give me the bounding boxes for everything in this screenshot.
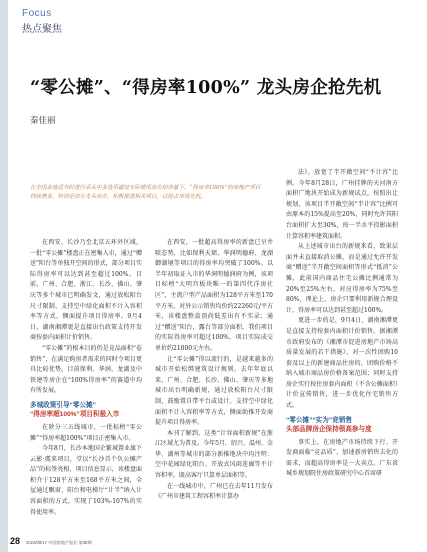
body-paragraph: “零公摊”的根本目的仍是竞品面积“卷销售”，在满足购房者需求的同时令项目更具比较优势。目前保利、华润、龙湖及中铁建等房企在“100%得房率”的赛道中均有所发展。 [30, 344, 142, 395]
body-paragraph: 事实上，在房地产市场持续下行、开发商面临“竞品质”、加速新房销售去化的需求，而超高得房率是一大卖点。广东省城乡规划院住房政策研究中心首席研 [286, 438, 398, 478]
section-title: 多城政策引导“零公摊” [30, 401, 96, 409]
body-paragraph: 从上述城市出台的新规来看，致果层面并未直接取消公摊，而是通过允许开发商“赠送”半开敞空间面积等形式“抵消”公摊，此前国内商品住宅公摊比例通常为20%至25%左右，对应得房率为75%至80%，理论上，房企只要利用新规合理设计，得房率可以达到甚至超过100%。 [286, 243, 398, 314]
body-paragraph: 让“零公摊”得以流行的，是越来越多的城市开始松绑建筑设计规则。去年年底以来，广州、合肥、长沙、佛山、肇庆等多地城市出台明确新规，通过放松阳台尺寸限制，鼓励置自带平台或设计、支持空中绿化面积不计入容积率等方式，侧面助推开发商提升项目得房率。 [155, 355, 273, 427]
body-paragraph: 本刊了解到，这类“计容面积新规”在浙江区域尤为普及。今年5月，绍兴、温州、金华、湖州等城市的部分新推地块中均注明：空中花园绿化阳台、开放式风雨连廊等不计容积率，既高客厅只算单层面积等。 [155, 429, 273, 480]
section-title: “零公摊”“实为”竞销售 [286, 416, 352, 424]
middle-column [155, 238, 273, 503]
body-paragraph: 在陕分三五线城市，一批标榜“零公摊”“得房率超100%”项目正密集入市。 [30, 423, 142, 442]
page-edge-bar [0, 0, 8, 552]
section-subtitle: 头部品牌房企保持领高参与度 [286, 426, 372, 434]
article-abstract: 在全国多地适当时进行采买中多选用建设实际使用单位的资量下，“得房率100%”的房地产项目持续增多，特别是部分龙头房企、积极推进相关项目，以抢占市场先机。 [30, 185, 261, 200]
section-label-cn: 热点聚焦 [22, 24, 62, 35]
body-paragraph: 今年8月，长沙本地国企繁城置业旗下云影·虞来项目，堂以“长沙首个负公摊产品”的标签亮相，项目信息显示，该楼盘面积介于128平方米至168平方米之间，全屋通过飘窗、阳台和电梯厅“计半”纳入计容面积的方式，实现了103%-107%的实得使用率。 [30, 445, 142, 516]
section-subtitle: “得房率超100%”项目积极入市 [30, 411, 120, 419]
section-header [22, 8, 62, 35]
page-number: 28 [10, 536, 21, 546]
issue-info: 2024/09/17 中国房地产报社 第38期 [26, 540, 92, 545]
body-paragraph: 在一线城市中，广州已在去年11月发布《广州市建筑工程容积率计算办 [155, 482, 273, 501]
article-title: “零公摊”、“得房率100%” 龙头房企抢先机 [30, 78, 382, 98]
body-paragraph: 法》，放宽了半开敞空间“不计容”比例。今年8月28日，广州挂牌的天河南方面积广地块开始成为新规试点，按照出让规划，该项目半开敞空间“半计容”比例可由原本的15%提高至20%，同时允许其阳台面积扩大至30%，按一半水平投影面积计算容积率建筑面积。 [286, 169, 398, 240]
body-paragraph: 在西安、长沙乃至北京五环外区域，一批“零公摊”楼盘正在密集入市，通过“赠送”阳台等单独开空间的形式，部分项目实际得房率可以达到甚至超过100%。目前，广州、合肥、浙江、长沙、佛山、肇庆等多个城市已明确发文，通过放松阳台尺寸限制、支持空中绿化面积不计入容积率等方式，侧面提升项目得房率。9月4日，湖南湘潭更是直接出台政策支持开发商按套内面积计价销售。 [30, 239, 142, 342]
page-footer [10, 536, 92, 546]
section-label-en: Focus [22, 8, 52, 19]
right-column [286, 168, 398, 480]
left-column [30, 238, 142, 518]
article-author: 秦佳丽 [30, 116, 56, 126]
body-paragraph: 在西安，一批超高得房率的新盘已呈井喷态势，比如保利天珺、华润明德府、龙湖御湖境等项目的得房率均突破了100%。以半年初取证入市的华润明德润府为例，该项目标榜“大明宫板块唯一的第四代洋房社区”，主流户型产品面积为128平方米至170平方米，对外公示销售均价约22260元/平方米，该楼盘整盒顶尚低差出有不实录；通过“赠送”阳台、露台等部分面积，我们项目的实际得房率可超过100%，项目实际成交单价约21000元左右。 [155, 239, 273, 352]
body-paragraph: 更进一步的是，9月4日，湖南湘潭更是直接支持按套内面积计价销售。据湘潭市政府发布的《湘潭市促进房地产市场高质量发展的若干措施》，对一次性团购10套及以上的新建商品住房的，团购价格不纳入城市商品房价格备案范围；同时支持房企实行按住房套内面积（不含公摊面积）计价宣传销售，进一步优化住宅销售方式。 [286, 317, 398, 410]
